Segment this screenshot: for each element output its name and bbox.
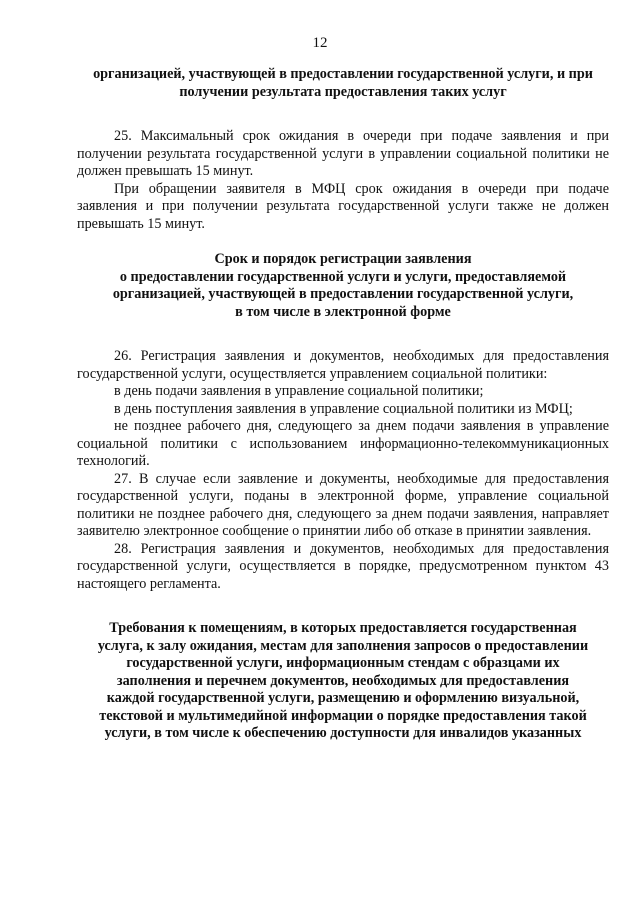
heading-line: организацией, участвующей в предоставлении государственной услуги,: [112, 286, 574, 302]
spacer: [77, 593, 609, 620]
heading-line: текстовой и мультимедийной информации о порядке предоставления такой: [99, 707, 587, 724]
list-item-submission-day: в день подачи заявления в управление социальной политики;: [114, 383, 484, 399]
heading-line: государственной услуги, информационным стендам с образцами их: [126, 655, 560, 671]
heading-line: в том числе в электронной форме: [235, 303, 451, 320]
heading-line: Срок и порядок регистрации заявления: [214, 251, 472, 267]
paragraph-mfc-wait: При обращении заявителя в МФЦ срок ожидания в очереди при подаче заявления и при получении результата государственной услуги также не должен превышать 15 минут.: [77, 180, 609, 232]
section-heading-registration: [77, 251, 609, 321]
heading-line: Требования к помещениям, в которых предоставляется государственная: [109, 620, 577, 636]
paragraph-28: 28. Регистрация заявления и документов, необходимых для предоставления государственной услуги, осуществляется в порядке, предусмотренном пунктом 43 настоящего регламента.: [77, 540, 609, 592]
spacer: [77, 101, 609, 128]
section-heading-premises: [77, 620, 609, 743]
heading-line: организацией, участвующей в предоставлении государственной услуги, и при: [93, 66, 593, 82]
continued-heading: [77, 66, 609, 101]
heading-line: каждой государственной услуги, размещению и оформлению визуальной,: [106, 690, 580, 706]
heading-line: заполнения и перечнем документов, необходимых для предоставления: [116, 672, 570, 689]
paragraph-26: 26. Регистрация заявления и документов, необходимых для предоставления государственной услуги, осуществляется управлением социальной политики:: [77, 348, 609, 382]
paragraph-27: 27. В случае если заявление и документы, необходимые для предоставления государственной услуги, поданы в электронной форме, управление социальной политики не позднее рабочего дня, следующего за днем подачи заявления, направляет заявителю электронное сообщение о принятии либо об отказе в принятии заявления.: [77, 470, 609, 539]
heading-line: услуги, в том числе к обеспечению доступности для инвалидов указанных: [104, 725, 582, 741]
spacer: [77, 233, 609, 251]
list-item-electronic: не позднее рабочего дня, следующего за днем подачи заявления в управление социальной политики с использованием информационно-телекоммуникационных технологий.: [77, 418, 609, 469]
paragraph-25: 25. Максимальный срок ожидания в очереди при подаче заявления и при получении результата государственной услуги в управлении социальной политики не должен превышать 15 минут.: [77, 128, 609, 179]
page-number: 12: [312, 35, 328, 51]
heading-line: получении результата предоставления таких услуг: [179, 83, 507, 100]
heading-line: о предоставлении государственной услуги и услуги, предоставляемой: [119, 268, 567, 285]
document-body: [77, 66, 609, 743]
heading-line: услуга, к залу ожидания, местам для заполнения запросов о предоставлении: [97, 637, 589, 654]
list-item-mfc-receipt-day: в день поступления заявления в управление социальной политики из МФЦ;: [114, 400, 573, 417]
spacer: [77, 321, 609, 348]
